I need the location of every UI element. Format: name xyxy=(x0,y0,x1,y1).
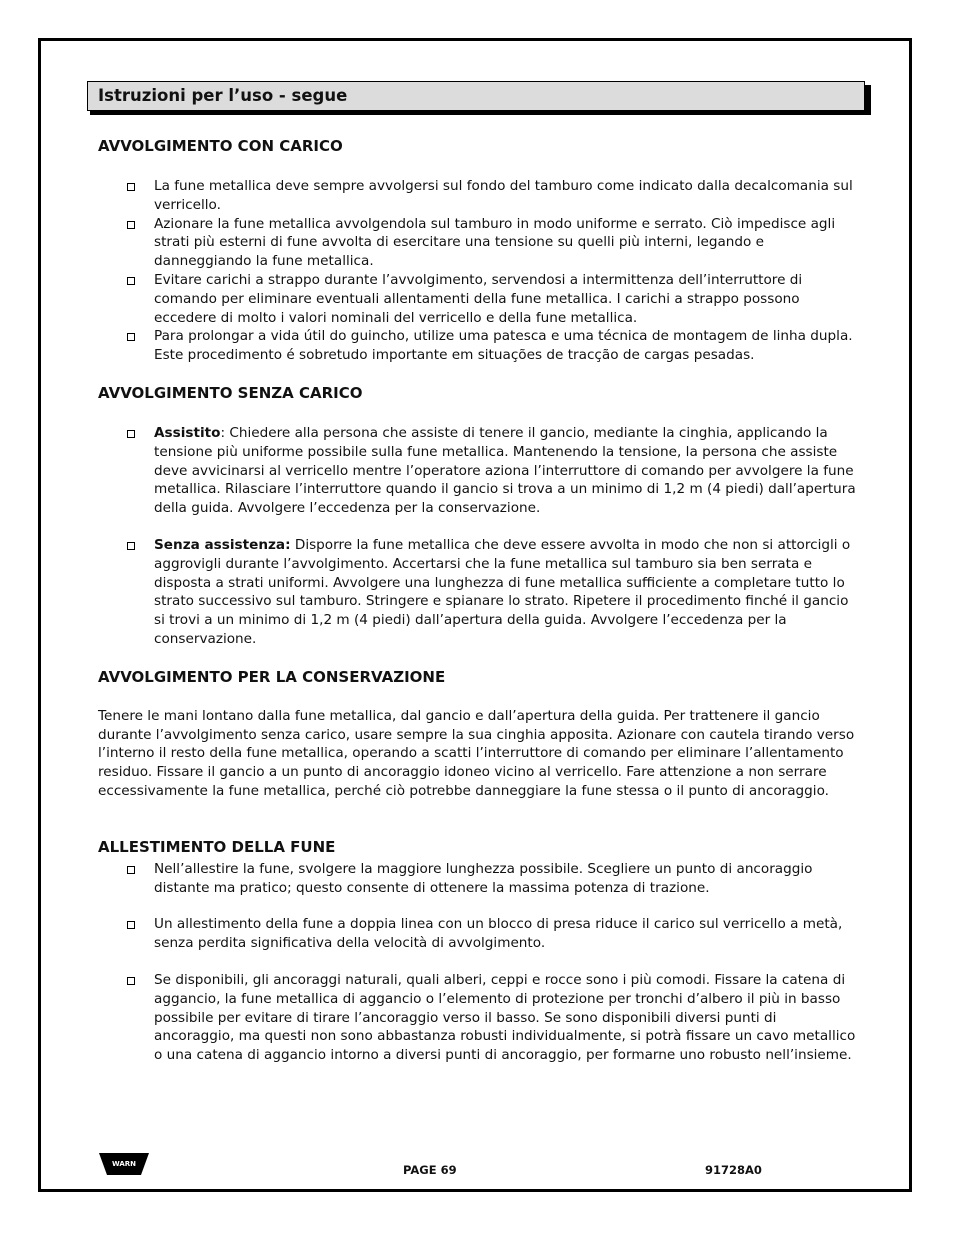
list-item: Senza assistenza: Disporre la fune metallica che deve essere avvolta in modo che non si attorcigli o aggrovigli durante l’avvolgimento. Accertarsi che la fune metallica sul tamburo sia ben serrata e disposta a strati uniformi. Avvolgere una lunghezza di fune metallica sufficiente a completare tutto lo strato successivo sul tamburo. Stringere e spianare lo strato. Ripetere il procedimento finché il gancio si trovi a un minimo di 1,2 m (4 piedi) dall’apertura della guida. Avvolgere l’eccedenza per la conservazione. xyxy=(98,536,858,649)
page-title: Istruzioni per l’uso - segue xyxy=(87,81,865,111)
bullet-list xyxy=(98,424,858,649)
list-item: Evitare carichi a strappo durante l’avvolgimento, servendosi a intermittenza dell’interruttore di comando per eliminare eventuali allentamenti della fune metallica. I carichi a strappo possono eccedere di molto i valori nominali del verricello e della fune metallica. xyxy=(98,271,858,327)
checkbox-bullet-icon xyxy=(127,277,135,285)
checkbox-bullet-icon xyxy=(127,866,135,874)
checkbox-bullet-icon xyxy=(127,921,135,929)
list-item: Se disponibili, gli ancoraggi naturali, quali alberi, ceppi e rocce sono i più comodi. Fissare la catena di aggancio, la fune metallica di aggancio o l’elemento di protezione per tronchi d’albero il più in basso possibile per evitare di tirare l’ancoraggio verso il basso. Se sono disponibili diversi punti di ancoraggio, ma questi non sono abbastanza robusti individualmente, si potrà fissare un cavo metallico o una catena di aggancio intorno a diversi punti di ancoraggio, per formarne uno robusto nell’insieme. xyxy=(98,971,858,1065)
list-item: Un allestimento della fune a doppia linea con un blocco di presa riduce il carico sul verricello a metà, senza perdita significativa della velocità di avvolgimento. xyxy=(98,915,858,953)
checkbox-bullet-icon xyxy=(127,977,135,985)
checkbox-bullet-icon xyxy=(127,183,135,191)
checkbox-bullet-icon xyxy=(127,430,135,438)
svg-text:WARN: WARN xyxy=(111,1160,137,1168)
list-item: Azionare la fune metallica avvolgendola sul tamburo in modo uniforme e serrato. Ciò impedisce agli strati più esterni di fune avvolta di esercitare una tensione su quelli più interni, legando e danneggiando la fune metallica. xyxy=(98,215,858,271)
list-item: Assistito: Chiedere alla persona che assiste di tenere il gancio, mediante la cinghia, applicando la tensione più uniforme possibile sulla fune metallica. Mantenendo la tensione, la persona che assiste deve avvicinarsi al verricello mentre l’operatore aziona l’interruttore di comando per avvolgere la fune metallica. Rilasciare l’interruttore quando il gancio si trova a un minimo di 1,2 m (4 piedi) dall’apertura della guida. Avvolgere l’eccedenza per la conservazione. xyxy=(98,424,858,518)
section-heading: ALLESTIMENTO DELLA FUNE xyxy=(98,837,336,856)
checkbox-bullet-icon xyxy=(127,221,135,229)
section-heading: AVVOLGIMENTO PER LA CONSERVAZIONE xyxy=(98,667,446,686)
paragraph: Tenere le mani lontano dalla fune metallica, dal gancio e dall’apertura della guida. Per trattenere il gancio durante l’avvolgimento senza carico, usare sempre la sua cinghia apposita. Azionare con cautela tirando verso l’interno il resto della fune metallica, operando a scatti l’interruttore di comando per eliminare l’allentamento residuo. Fissare il gancio a un punto di ancoraggio idoneo vicino al verricello. Fare attenzione a non serrare eccessivamente la fune metallica, perché ciò potrebbe danneggiare la fune stessa o il punto di ancoraggio. xyxy=(98,707,855,799)
page-number: PAGE 69 xyxy=(403,1163,457,1177)
warn-logo xyxy=(99,1153,149,1181)
list-item: Para prolongar a vida útil do guincho, utilize uma patesca e uma técnica de montagem de linha dupla. Este procedimento é sobretudo importante em situações de tracção de cargas pesadas. xyxy=(98,327,858,365)
bullet-list xyxy=(98,860,858,1065)
section-heading: AVVOLGIMENTO SENZA CARICO xyxy=(98,383,363,402)
content xyxy=(98,136,858,1065)
list-item: Nell’allestire la fune, svolgere la maggiore lunghezza possibile. Scegliere un punto di ancoraggio distante ma pratico; questo consente di ottenere la massima potenza di trazione. xyxy=(98,860,858,898)
checkbox-bullet-icon xyxy=(127,333,135,341)
checkbox-bullet-icon xyxy=(127,542,135,550)
list-item: La fune metallica deve sempre avvolgersi sul fondo del tamburo come indicato dalla decalcomania sul verricello. xyxy=(98,177,858,215)
document-code: 91728A0 xyxy=(705,1163,762,1177)
bullet-list xyxy=(98,177,858,365)
section-heading: AVVOLGIMENTO CON CARICO xyxy=(98,137,343,155)
